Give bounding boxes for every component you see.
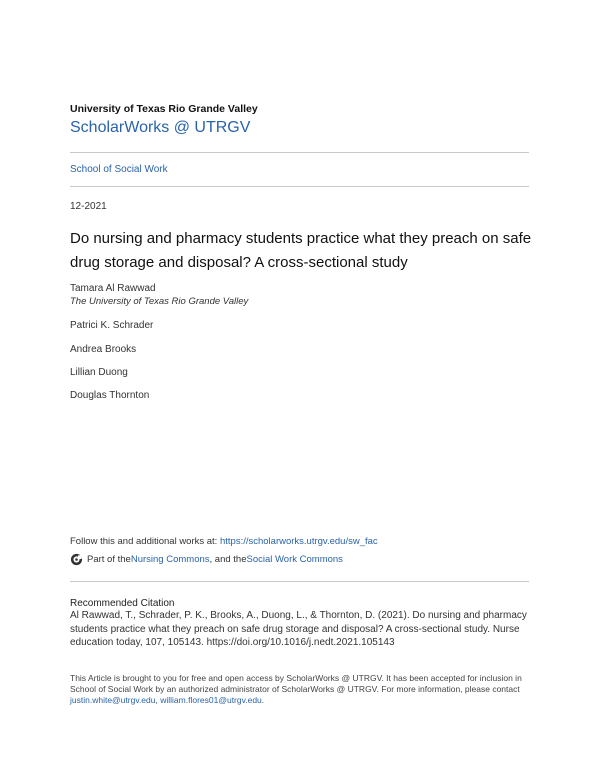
author-name: Patrici K. Schrader xyxy=(70,320,154,331)
creative-commons-icon xyxy=(70,553,83,566)
divider xyxy=(70,152,529,153)
institution-name: University of Texas Rio Grande Valley xyxy=(70,103,258,115)
article-title: Do nursing and pharmacy students practice what they preach on safe drug storage and disposal? A cross-sectional study xyxy=(70,230,532,271)
email-separator: , xyxy=(155,695,161,705)
divider xyxy=(70,581,529,582)
publication-date: 12-2021 xyxy=(70,201,107,212)
school-link[interactable]: School of Social Work xyxy=(70,164,168,175)
contact-email-link[interactable]: justin.white@utrgv.edu xyxy=(70,695,156,705)
citation-heading: Recommended Citation xyxy=(70,598,175,609)
part-of-prefix: Part of the xyxy=(87,554,131,565)
social-work-commons-link[interactable]: Social Work Commons xyxy=(246,554,343,565)
author-affiliation: The University of Texas Rio Grande Valley xyxy=(70,296,249,307)
notice-end: . xyxy=(261,695,265,705)
follow-prefix: Follow this and additional works at: xyxy=(70,536,220,547)
part-of-middle: , and the xyxy=(209,554,247,565)
author-name: Tamara Al Rawwad xyxy=(70,283,156,294)
repository-link[interactable]: ScholarWorks @ UTRGV xyxy=(70,119,251,136)
access-notice xyxy=(70,673,540,706)
follow-line xyxy=(70,536,378,547)
contact-email-link[interactable]: william.flores01@utrgv.edu xyxy=(160,695,262,705)
author-name: Douglas Thornton xyxy=(70,390,150,401)
author-name: Andrea Brooks xyxy=(70,344,137,355)
part-of-line xyxy=(70,553,343,566)
author-name: Lillian Duong xyxy=(70,367,128,378)
divider xyxy=(70,186,529,187)
access-notice-text: This Article is brought to you for free and open access by ScholarWorks @ UTRGV. It has been accepted for inclusion in School of Social Work by an authorized administrator of ScholarWorks @ UTRGV. For more information, please contact xyxy=(70,673,522,694)
collection-url-link[interactable]: https://scholarworks.utrgv.edu/sw_fac xyxy=(219,536,378,547)
citation-text: Al Rawwad, T., Schrader, P. K., Brooks, A., Duong, L., & Thornton, D. (2021). Do nursing and pharmacy students practice what they preach on safe drug storage and disposal? A cross-sectional study. Nurse education today, 107, 105143. https://doi.org/10.1016/j.nedt.2021.105143 xyxy=(70,610,527,648)
nursing-commons-link[interactable]: Nursing Commons xyxy=(130,554,210,565)
